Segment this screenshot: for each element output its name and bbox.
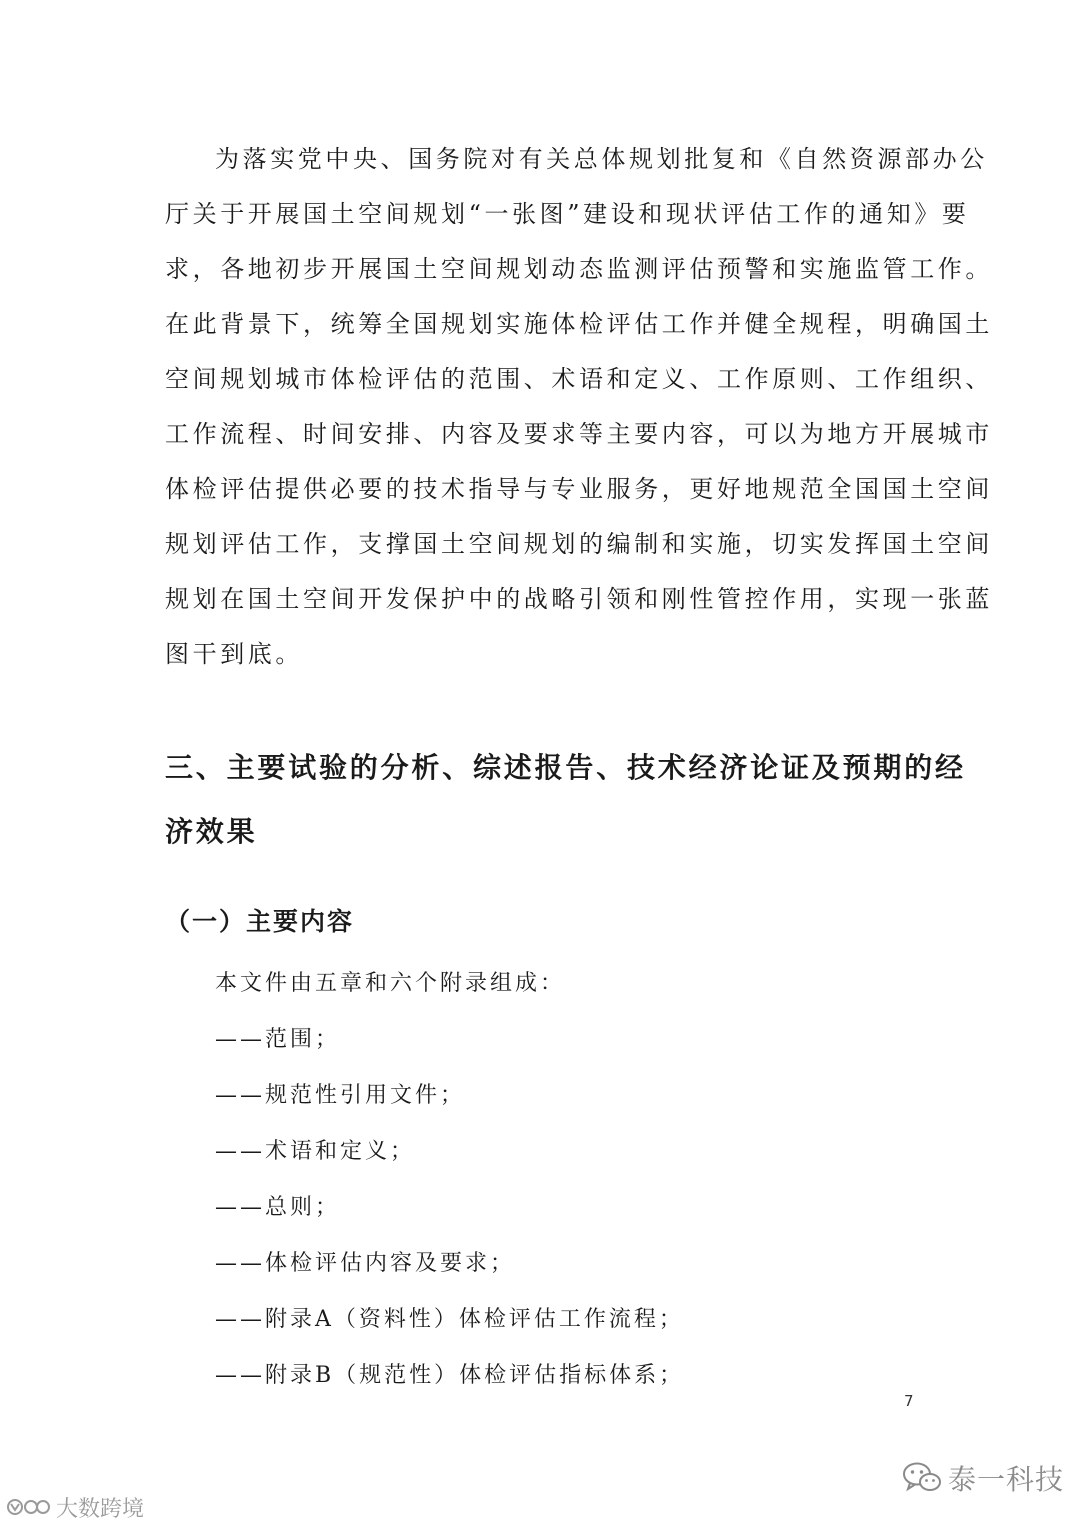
- paragraph-line: 为落实党中央、国务院对有关总体规划批复和《自然资源部办公: [215, 145, 988, 173]
- section-heading: [165, 736, 966, 864]
- list-item: ——总则；: [215, 1195, 341, 1220]
- list-item: ——附录B（规范性）体检评估指标体系；: [215, 1363, 685, 1388]
- list-item: ——附录A（资料性）体检评估工作流程；: [215, 1307, 684, 1332]
- paragraph-line: 空间规划城市体检评估的范围、术语和定义、工作原则、工作组织、: [165, 365, 993, 393]
- section-heading-line: 济效果: [165, 815, 258, 848]
- paragraph-line: 体检评估提供必要的技术指导与专业服务，更好地规范全国国土空间: [165, 475, 993, 503]
- list-item: ——体检评估内容及要求；: [215, 1251, 516, 1276]
- watermark-left-text: 大数跨境: [56, 1496, 145, 1522]
- paragraph-line: 规划在国土空间开发保护中的战略引领和刚性管控作用，实现一张蓝: [165, 585, 993, 613]
- list-item: ——规范性引用文件；: [215, 1083, 466, 1108]
- list-intro: 本文件由五章和六个附录组成：: [215, 971, 566, 996]
- section-heading-line: 三、主要试验的分析、综述报告、技术经济论证及预期的经: [165, 751, 966, 784]
- watermark-left: [6, 1492, 144, 1522]
- page-number: 7: [904, 1392, 914, 1410]
- subsection-heading: （一）主要内容: [165, 907, 355, 936]
- watermark-right-text: 泰一科技: [948, 1463, 1065, 1496]
- paragraph-line: 图干到底。: [165, 640, 303, 668]
- paragraph-line: 厅关于开展国土空间规划“一张图”建设和现状评估工作的通知》要: [165, 200, 970, 228]
- brand-logo-icon: [6, 1496, 50, 1518]
- watermark-right: [902, 1456, 1064, 1500]
- paragraph-line: 在此背景下，统筹全国规划实施体检评估工作并健全规程，明确国土: [165, 310, 993, 338]
- contents-list: [215, 956, 684, 1404]
- list-item: ——术语和定义；: [215, 1139, 416, 1164]
- paragraph-line: 求，各地初步开展国土空间规划动态监测评估预警和实施监管工作。: [165, 255, 993, 283]
- paragraph-line: 规划评估工作，支撑国土空间规划的编制和实施，切实发挥国土空间: [165, 530, 993, 558]
- paragraph-line: 工作流程、时间安排、内容及要求等主要内容，可以为地方开展城市: [165, 420, 993, 448]
- body-paragraph: [165, 132, 993, 682]
- list-item: ——范围；: [215, 1027, 341, 1052]
- wechat-icon: [902, 1461, 942, 1495]
